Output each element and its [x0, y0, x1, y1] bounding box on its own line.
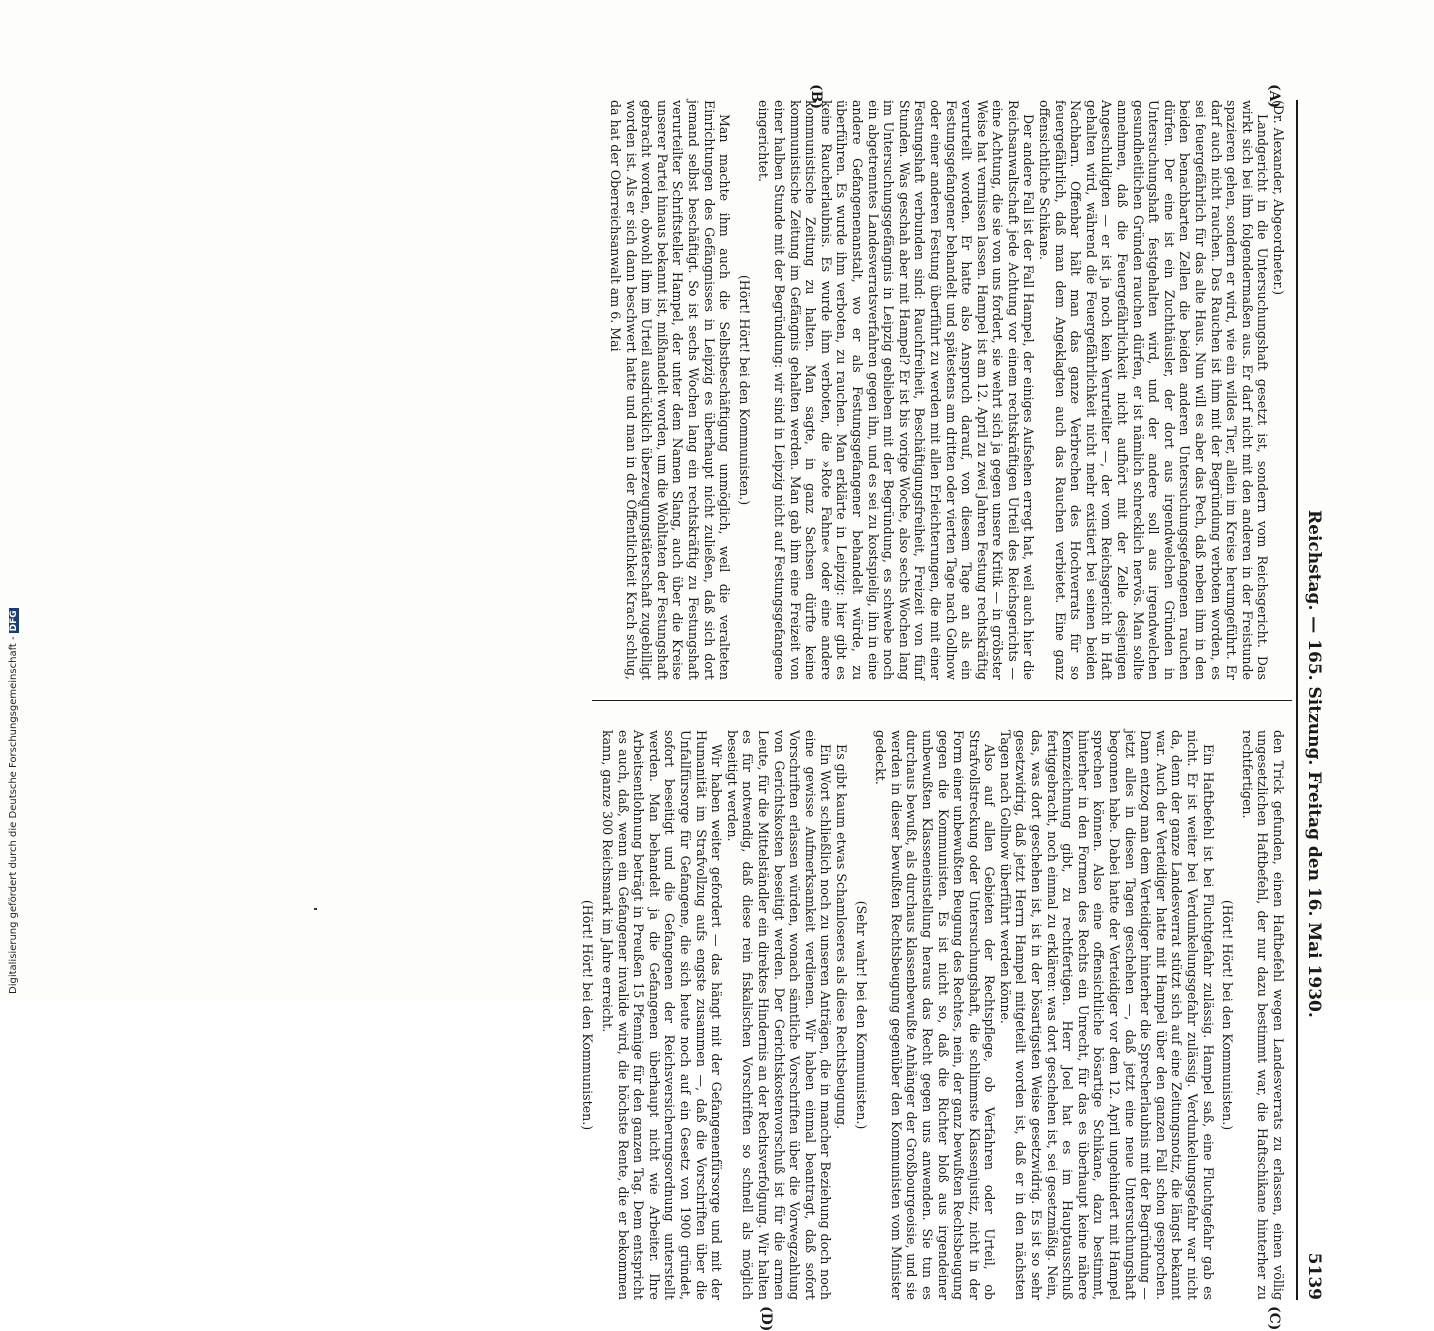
header-rule — [1296, 100, 1298, 1300]
paragraph: Also auf allen Gebieten der Rechtspflege, ob Verfahren oder Urteil, ob Strafvollstreckung oder Untersuchungshaft, die schlimmste Klassenjustiz, nicht in der Form einer unbewußten Beugung des Rechtes, nein, der ganz bewußten Rechtsbeugung gegen die Kommunisten. Es ist nicht so, daß die Richter bloß aus irgendeiner unbewußten Klasseneinstellung heraus das Recht gegen uns anwenden. Sie tun es durchaus bewußt, als durchaus klassenbewußte Anhänger der Großbourgeoisie, und sie werden in dieser bewußten Rechtsbeugung gegenüber den Kommunisten vom Minister gedeckt. — [873, 730, 998, 1300]
right-column — [576, 730, 1286, 1300]
paragraph: Es gibt kaum etwas Schamloseres als diese Rechtsbeugung. — [833, 744, 849, 1130]
paragraph: Ein Haftbefehl ist bei Fluchtgefahr zulässig. Hampel saß, eine Fluchtgefahr gab es nicht. Er ist weiter bei Verdunkelungsgefahr zulässig. Verdunkelungsgefahr war nicht da, denn der ganze Landesverrat stützt sich auf eine Zeitungsnotiz, die längst bekannt war. Auch der Verteidiger hatte mit Hampel über den ganzen Fall schon gesprochen. Dann entzog man dem Verteidiger hinterher die Sprecherlaubnis mit der Begründung — jetzt alles in diesen Tagen geschehen —, daß jetzt eine neue Untersuchungshaft begonnen habe. Dabei hatte der Verteidiger vor dem 12. April ungehindert mit Hampel sprechen können. Also eine offensichtliche bösartige Schikane, dazu bestimmt, hinterher in den Formen des Rechts ein Unrecht, für das es überhaupt keine nähere Kennzeichnung gibt, zu rechtfertigen. Herr Joel hat es im Hauptausschuß fertiggebracht, noch einmal zu erklären: was dort geschehen ist, sei gesetzmäßig. Nein, das, was dort geschehen ist, ist in der bösartigsten Weise gesetzwidrig. Es ist so sehr gesetzwidrig, daß jetzt Herrn Hampel mitgeteilt worden ist, daß er in den nächsten Tagen nach Gollnow überführt werden könne. — [997, 730, 1216, 1300]
paragraph: Wir haben weiter gefordert — das hängt mit der Gefangenenfürsorge und mit der Humanität im Strafvollzug aufs engste zusammen —, daß die Vorschriften über die Unfallfürsorge für Gefangene, die sich heute noch auf ein Gesetz von 1900 gründet, sofort beseitigt und die Gefangenen der Reichsversicherungsordnung unterstellt werden. Man behandelt ja die Gefangenen überhaupt nicht wie Arbeiter. Ihre Arbeitsentlohnung beträgt in Preußen 15 Pfennige für den ganzen Tag. Dem entspricht es auch, daß, wenn ein Gefangener invalide wird, die höchste Rente, die er bekommen kann, ganze 300 Reichsmark im Jahre erreicht. — [600, 730, 725, 1300]
credit-text: Digitalisierung gefördert durch die Deutsche Forschungsgemeinschaft - — [8, 636, 19, 994]
margin-marker-c: (C) — [1266, 1306, 1282, 1331]
margin-marker-a: (A) — [1266, 84, 1282, 109]
paragraph: Man machte ihm auch die Selbstbeschäftigung unmöglich, weil die veralteten Einrichtungen des Gefängnisses in Leipzig es überhaupt nicht zuließen, daß sich dort jemand selbst beschäftigt. So ist sechs Wochen lang ein rechtskräftig zu Festungshaft verurteilter Schriftsteller Hampel, der unter dem Namen Slang, auch über die Kreise unserer Partei hinaus bekannt ist, mißhandelt worden, um die Wohltaten der Festungshaft gebracht worden, obwohl ihm im Urteil ausdrücklich überzeugungstäterschaft zugebilligt worden ist. Als er sich dann beschwert hatte und man in der Öffentlichkeit Krach schlug, da hat der Oberreichsanwalt am 6. Mai — [608, 100, 733, 680]
paragraph: Der andere Fall ist der Fall Hampel, der einiges Aufsehen erregt hat, weil auch hier die Reichsanwaltschaft jede Achtung vor einem rechtskräftigen Urteil des Reichsgerichts — eine Achtung, die sie von uns fordert, sie wehrt sich ja gegen unsere Kritik — in gröbster Weise hat vermissen lassen. Hampel ist am 12. April zu zwei Jahren Festung rechtskräftig verurteilt worden. Er hatte also Anspruch darauf, von diesem Tage an als ein Festungsgefangener behandelt und spätestens am dritten oder vierten Tage nach Gollnow oder einer anderen Festung überführt zu werden mit allen Erleichterungen, die mit einer Festungshaft verbunden sind: Rauchfreiheit, Beschäftigungsfreiheit, Freizeit von fünf Stunden. Was geschah aber mit Hampel? Er ist bis vorige Woche, also sechs Wochen lang im Untersuchungsgefängnis in Leipzig geblieben mit der Begründung, es schwebe noch ein abgetrenntes Landesverratsverfahren gegen ihn, und es sei zu kostspielig, ihn in eine andere Gefangenenanstalt, wo er als Festungsgefangener behandelt würde, zu überführen. Es wurde ihm verboten, zu rauchen. Man erklärte in Leipzig: hier gibt es keine Raucherlaubnis. Es wurde ihm verboten, die »Rote Fahne« oder eine andere kommunistische Zeitung zu halten. Man sagte, in ganz Sachsen dürfte keine kommunistische Zeitung im Gefängnis gehalten werden. Man gab ihm eine Freizeit von einer halben Stunde mit der Begründung: wir sind in Leipzig nicht auf Festungsgefangene eingerichtet. — [756, 100, 1037, 680]
margin-marker-b: (B) — [808, 84, 824, 110]
interjection: (Hört! Hört! bei den Kommunisten.) — [1220, 899, 1236, 1131]
interjection: (Hört! Hört! bei den Kommunisten.) — [736, 274, 752, 506]
interjection: (Sehr wahr! bei den Kommunisten.) — [853, 900, 869, 1130]
column-divider — [592, 700, 1292, 701]
page-number: 5139 — [1304, 1252, 1324, 1300]
paragraph: Ein Wort schließlich noch zu unseren Anträgen, die in mancher Beziehung doch noch eine gewisse Aufmerksamkeit verdienen. Wir haben einmal beantragt, daß sofort Vorschriften erlassen würden, wonach sämtliche Vorschriften über die Vorwegzahlung von Gerichtskosten beseitigt werden. Der Gerichtskostenvorschuß ist für die armen Leute, für die Mittelständler ein direktes Hindernis an der Rechtsverfolgung. Wir halten es für notwendig, daß diese rein fiskalischen Vorschriften so schnell als möglich beseitigt werden. — [724, 730, 834, 1300]
dfg-logo: DFG — [9, 610, 19, 632]
left-column — [607, 100, 1286, 680]
header-title: Reichstag. — 165. Sitzung. Freitag den 16. Mai 1930. — [1304, 510, 1324, 1018]
running-header — [1298, 100, 1324, 1300]
paragraph: Landgericht in die Untersuchungshaft gesetzt ist, sondern vom Reichsgericht. Das wirkt sich bei ihm folgendermaßen aus. Er darf nicht mit den anderen in der Freistunde spazieren gehen, sondern er wird, wie ein wildes Tier, allein im Kreise herumgeführt. Er darf auch nicht rauchen. Das Rauchen ist ihm mit der Begründung verboten worden, es sei feuergefährlich für das alte Haus. Nun will es aber das Pech, daß neben ihm in den beiden benachbarten Zellen die beiden anderen Untersuchungsgefangenen rauchen dürfen. Der eine ist ein Zuchthäusler, der dort aus irgendwelchen Gründen in Untersuchungshaft festgehalten wird, und der andere soll aus irgendwelchen gesundheitlichen Gründen rauchen dürfen, er ist nämlich schrecklich nervös. Man sollte annehmen, daß die Feuergefährlichkeit nicht aufhört mit der Zelle desjenigen Angeschuldigten — er ist ja noch kein Verurteilter —, der vom Reichsgericht in Haft gehalten wird, während die Feuergefährlichkeit nicht mehr existiert bei seinen beiden Nachbarn. Offenbar hält man das ganze Verbrechen des Hochverrats für so feuergefährlich, daß man dem Angeklagten auch das Rauchen verbietet. Eine ganz offensichtliche Schikane. — [1037, 100, 1271, 680]
scan-speck — [314, 908, 317, 910]
margin-marker-d: (D) — [758, 1306, 774, 1331]
interjection: (Hört! Hört! bei den Kommunisten.) — [580, 899, 596, 1131]
speaker-line: (Dr. Alexander, Abgeordneter.) — [1271, 100, 1286, 296]
digitization-credit — [8, 608, 19, 994]
paragraph: den Trick gefunden, einen Haftbefehl wegen Landesverrats zu erlassen, einen völlig ungesetzlichen Haftbefehl, der nur dazu bestimmt war, die Haftschikane hinterher zu rechtfertigen. — [1239, 730, 1286, 1300]
